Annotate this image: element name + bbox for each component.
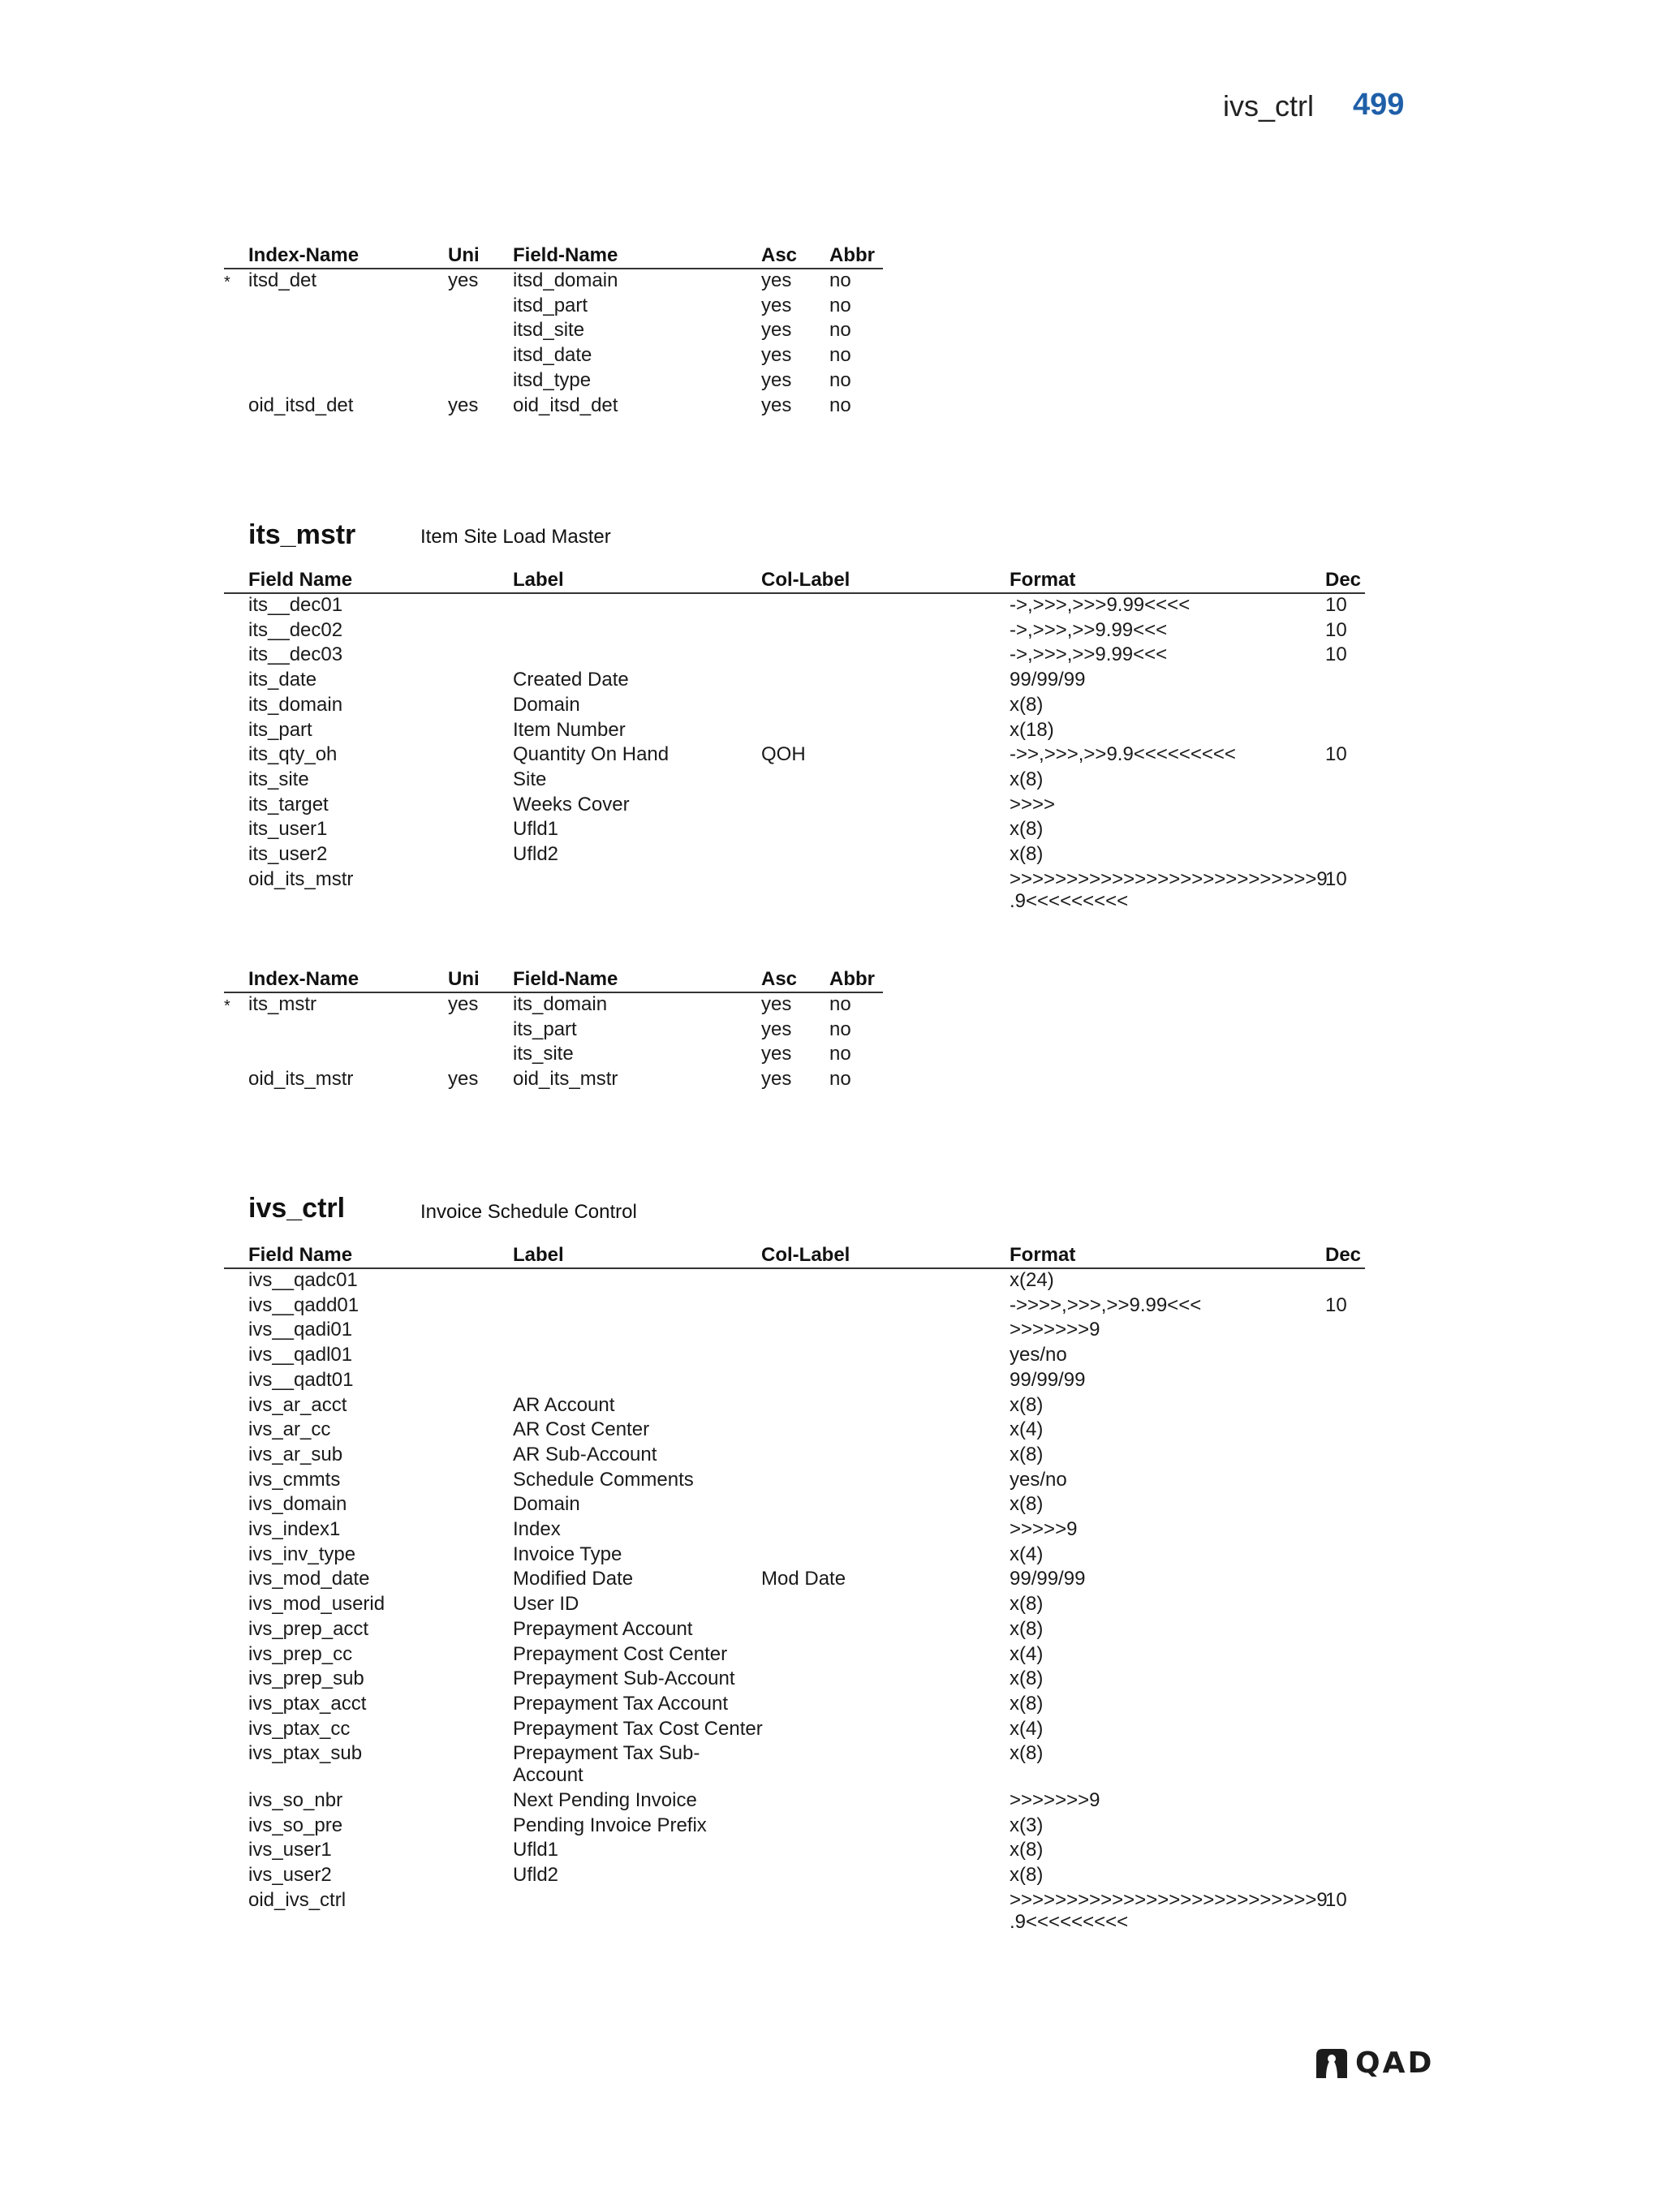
ivs-ctrl-field-cell-format: ->>>>,>>>,>>9.99<<< <box>1010 1293 1202 1316</box>
its-mstr-field-cell-dec: 10 <box>1325 743 1347 766</box>
its-mstr-index-header-asc: Asc <box>761 968 798 990</box>
its-mstr-index-cell-abbr: no <box>829 1068 851 1091</box>
its-mstr-index-cell-abbr: no <box>829 993 851 1015</box>
ivs-ctrl-field-header-name: Field Name <box>248 1244 353 1266</box>
its-mstr-field-cell-label: Item Number <box>513 718 626 741</box>
its-mstr-field-cell-name: oid_its_mstr <box>248 867 354 890</box>
itsd-index-cell-abbr: no <box>829 319 851 342</box>
page-number: 499 <box>1353 88 1405 122</box>
itsd-index-header-asc: Asc <box>761 244 798 266</box>
ivs-ctrl-field-cell-label: User ID <box>513 1593 579 1616</box>
ivs-ctrl-field-cell-format: x(8) <box>1010 1443 1044 1465</box>
ivs-ctrl-field-cell-name: ivs_cmmts <box>248 1468 341 1491</box>
table-name-ivs-ctrl: ivs_ctrl <box>248 1193 346 1224</box>
itsd-index-cell-field: oid_itsd_det <box>513 394 618 416</box>
its-mstr-field-cell-format: 99/99/99 <box>1010 669 1086 691</box>
ivs-ctrl-field-cell-label: Prepayment Tax Cost Center <box>513 1717 763 1740</box>
ivs-ctrl-field-cell-format: x(8) <box>1010 1864 1044 1887</box>
its-mstr-index-header-abbr: Abbr <box>829 968 875 990</box>
ivs-ctrl-field-cell-label: AR Account <box>513 1393 615 1416</box>
table-description-its-mstr: Item Site Load Master <box>420 526 611 548</box>
ivs-ctrl-field-cell-format: yes/no <box>1010 1468 1067 1491</box>
its-mstr-index-cell-asc: yes <box>761 1018 792 1040</box>
ivs-ctrl-field-cell-format: x(8) <box>1010 1617 1044 1640</box>
ivs-ctrl-field-cell-format: >>>>>>>>>>>>>>>>>>>>>>>>>>>9 <box>1010 1888 1328 1911</box>
its-mstr-field-cell-name: its_domain <box>248 693 343 716</box>
its-mstr-field-cell-name: its__dec03 <box>248 643 343 666</box>
its-mstr-index-header-field: Field-Name <box>513 968 618 990</box>
its-mstr-index-cell-field: oid_its_mstr <box>513 1068 618 1091</box>
its-mstr-field-cell-dec: 10 <box>1325 618 1347 641</box>
itsd-index-cell-field: itsd_domain <box>513 269 618 291</box>
ivs-ctrl-field-cell-format: x(3) <box>1010 1814 1044 1836</box>
ivs-ctrl-field-cell-format: x(8) <box>1010 1593 1044 1616</box>
its-mstr-field-cell-name: its_user1 <box>248 818 328 841</box>
qad-logo-text: QAD <box>1355 2046 1435 2080</box>
itsd-index-cell-field: itsd_part <box>513 294 588 316</box>
ivs-ctrl-field-cell-label: Domain <box>513 1493 580 1516</box>
itsd-index-cell-asc: yes <box>761 394 792 416</box>
its-mstr-index-cell-uni: yes <box>448 1068 479 1091</box>
its-mstr-index-cell-uni: yes <box>448 993 479 1015</box>
ivs-ctrl-field-header-format: Format <box>1010 1244 1076 1266</box>
ivs-ctrl-field-cell-name: ivs_prep_sub <box>248 1668 364 1690</box>
itsd-index-cell-field: itsd_type <box>513 368 592 391</box>
its-mstr-index-header-name: Index-Name <box>248 968 360 990</box>
ivs-ctrl-field-cell-name: ivs_ar_sub <box>248 1443 343 1465</box>
its-mstr-index-cell-field: its_domain <box>513 993 608 1015</box>
its-mstr-field-cell-name: its_site <box>248 768 309 790</box>
ivs-ctrl-field-cell-name: ivs__qadl01 <box>248 1344 353 1366</box>
itsd-index-cell-abbr: no <box>829 269 851 291</box>
its-mstr-field-cell-format: ->>,>>>,>>9.9<<<<<<<<< <box>1010 743 1236 766</box>
table-description-ivs-ctrl: Invoice Schedule Control <box>420 1201 637 1223</box>
its-mstr-field-cell-format: x(8) <box>1010 768 1044 790</box>
its-mstr-field-cell-dec: 10 <box>1325 867 1347 890</box>
its-mstr-field-cell-name: its_date <box>248 669 317 691</box>
ivs-ctrl-field-cell-label-cont: Account <box>513 1764 583 1787</box>
itsd-index-cell-asc: yes <box>761 294 792 316</box>
its-mstr-field-cell-col_label: QOH <box>761 743 806 766</box>
ivs-ctrl-field-cell-name: ivs_so_nbr <box>248 1789 343 1811</box>
ivs-ctrl-field-header-label: Label <box>513 1244 564 1266</box>
ivs-ctrl-field-cell-name: ivs__qadt01 <box>248 1368 354 1391</box>
itsd-index-cell-abbr: no <box>829 344 851 367</box>
its-mstr-field-cell-format: x(8) <box>1010 693 1044 716</box>
ivs-ctrl-field-cell-label: Next Pending Invoice <box>513 1789 697 1811</box>
itsd-index-cell-abbr: no <box>829 294 851 316</box>
its-mstr-index-cell-index: its_mstr <box>248 993 316 1015</box>
its-mstr-field-cell-format: x(8) <box>1010 818 1044 841</box>
itsd-index-cell-uni: yes <box>448 269 479 291</box>
its-mstr-index-cell-asc: yes <box>761 1068 792 1091</box>
ivs-ctrl-field-cell-name: ivs_ar_acct <box>248 1393 347 1416</box>
itsd-index-header-uni: Uni <box>448 244 480 266</box>
itsd-index-cell-asc: yes <box>761 368 792 391</box>
itsd-index-cell-index: oid_itsd_det <box>248 394 354 416</box>
its-mstr-index-header-uni: Uni <box>448 968 480 990</box>
its-mstr-field-cell-label: Ufld1 <box>513 818 559 841</box>
its-mstr-field-cell-format: x(18) <box>1010 718 1054 741</box>
its-mstr-field-cell-label: Domain <box>513 693 580 716</box>
its-mstr-field-cell-format: x(8) <box>1010 843 1044 865</box>
its-mstr-field-cell-dec: 10 <box>1325 643 1347 666</box>
its-mstr-field-cell-label: Weeks Cover <box>513 793 630 816</box>
itsd-index-cell-asc: yes <box>761 269 792 291</box>
ivs-ctrl-field-cell-format: yes/no <box>1010 1344 1067 1366</box>
its-mstr-index-cell-asc: yes <box>761 1043 792 1065</box>
ivs-ctrl-field-cell-name: ivs_ptax_acct <box>248 1692 367 1715</box>
its-mstr-field-cell-format-cont: .9<<<<<<<<< <box>1010 889 1129 912</box>
ivs-ctrl-field-cell-format: x(24) <box>1010 1269 1054 1291</box>
itsd-index-cell-asc: yes <box>761 319 792 342</box>
its-mstr-field-cell-name: its_user2 <box>248 843 328 865</box>
its-mstr-field-header-dec: Dec <box>1325 569 1362 591</box>
ivs-ctrl-field-cell-name: ivs_mod_userid <box>248 1593 385 1616</box>
itsd-index-header-name: Index-Name <box>248 244 360 266</box>
ivs-ctrl-field-cell-format: x(8) <box>1010 1742 1044 1765</box>
its-mstr-field-cell-name: its__dec01 <box>248 594 343 616</box>
ivs-ctrl-field-cell-name: ivs_user2 <box>248 1864 332 1887</box>
ivs-ctrl-field-cell-name: ivs_prep_acct <box>248 1617 369 1640</box>
its-mstr-field-header-col_label: Col-Label <box>761 569 850 591</box>
ivs-ctrl-field-cell-format: x(4) <box>1010 1717 1044 1740</box>
its-mstr-field-cell-label: Ufld2 <box>513 843 559 865</box>
its-mstr-field-cell-format: ->,>>>,>>>9.99<<<< <box>1010 594 1191 616</box>
its-mstr-field-cell-name: its_qty_oh <box>248 743 338 766</box>
ivs-ctrl-field-cell-label: AR Sub-Account <box>513 1443 657 1465</box>
ivs-ctrl-field-cell-dec: 10 <box>1325 1888 1347 1911</box>
table-name-its-mstr: its_mstr <box>248 519 356 550</box>
ivs-ctrl-field-cell-format: x(8) <box>1010 1668 1044 1690</box>
ivs-ctrl-field-cell-name: ivs_inv_type <box>248 1543 356 1565</box>
ivs-ctrl-field-cell-name: ivs_user1 <box>248 1839 332 1861</box>
ivs-ctrl-field-cell-label: Index <box>513 1518 561 1540</box>
qad-logo-icon <box>1315 2047 1349 2080</box>
ivs-ctrl-field-cell-name: ivs_domain <box>248 1493 347 1516</box>
its-mstr-field-header-format: Format <box>1010 569 1076 591</box>
ivs-ctrl-field-cell-format: 99/99/99 <box>1010 1568 1086 1590</box>
ivs-ctrl-field-cell-label: Pending Invoice Prefix <box>513 1814 707 1836</box>
ivs-ctrl-field-cell-name: ivs_index1 <box>248 1518 341 1540</box>
its-mstr-field-cell-name: its__dec02 <box>248 618 343 641</box>
its-mstr-field-cell-dec: 10 <box>1325 594 1347 616</box>
itsd-index-primary-marker: * <box>224 273 230 291</box>
ivs-ctrl-field-cell-format: 99/99/99 <box>1010 1368 1086 1391</box>
ivs-ctrl-field-cell-format: x(4) <box>1010 1543 1044 1565</box>
its-mstr-field-cell-format: ->,>>>,>>9.99<<< <box>1010 618 1168 641</box>
its-mstr-index-cell-abbr: no <box>829 1043 851 1065</box>
its-mstr-index-cell-index: oid_its_mstr <box>248 1068 354 1091</box>
ivs-ctrl-field-cell-label: Prepayment Tax Account <box>513 1692 729 1715</box>
ivs-ctrl-field-cell-format: >>>>>>>9 <box>1010 1319 1100 1341</box>
running-header-title: ivs_ctrl <box>1223 89 1315 123</box>
its-mstr-field-cell-format: >>>>>>>>>>>>>>>>>>>>>>>>>>>9 <box>1010 867 1328 890</box>
its-mstr-field-cell-format: >>>> <box>1010 793 1056 816</box>
ivs-ctrl-field-cell-name: ivs_ar_cc <box>248 1418 331 1441</box>
ivs-ctrl-field-header-dec: Dec <box>1325 1244 1362 1266</box>
itsd-index-header-field: Field-Name <box>513 244 618 266</box>
itsd-index-cell-abbr: no <box>829 394 851 416</box>
ivs-ctrl-field-cell-format: >>>>>>>9 <box>1010 1789 1100 1811</box>
its-mstr-field-cell-label: Quantity On Hand <box>513 743 670 766</box>
ivs-ctrl-field-cell-label: Schedule Comments <box>513 1468 694 1491</box>
its-mstr-field-header-name: Field Name <box>248 569 353 591</box>
ivs-ctrl-field-cell-dec: 10 <box>1325 1293 1347 1316</box>
ivs-ctrl-field-cell-col_label: Mod Date <box>761 1568 846 1590</box>
ivs-ctrl-field-cell-name: ivs_ptax_sub <box>248 1742 363 1765</box>
ivs-ctrl-field-cell-format: >>>>>9 <box>1010 1518 1078 1540</box>
ivs-ctrl-field-cell-label: Prepayment Account <box>513 1617 693 1640</box>
ivs-ctrl-field-cell-name: ivs_so_pre <box>248 1814 343 1836</box>
its-mstr-index-cell-abbr: no <box>829 1018 851 1040</box>
itsd-index-cell-field: itsd_date <box>513 344 592 367</box>
ivs-ctrl-field-cell-format: x(8) <box>1010 1692 1044 1715</box>
qad-logo <box>1315 2046 1434 2080</box>
its-mstr-index-cell-field: its_site <box>513 1043 574 1065</box>
ivs-ctrl-field-cell-name: ivs_ptax_cc <box>248 1717 351 1740</box>
its-mstr-field-header-rule <box>224 592 1365 594</box>
ivs-ctrl-field-cell-label: Ufld2 <box>513 1864 559 1887</box>
its-mstr-index-cell-asc: yes <box>761 993 792 1015</box>
its-mstr-field-cell-label: Created Date <box>513 669 629 691</box>
ivs-ctrl-field-cell-format: x(4) <box>1010 1642 1044 1665</box>
its-mstr-field-header-label: Label <box>513 569 564 591</box>
itsd-index-cell-abbr: no <box>829 368 851 391</box>
ivs-ctrl-field-cell-name: ivs__qadd01 <box>248 1293 360 1316</box>
ivs-ctrl-field-cell-name: ivs_prep_cc <box>248 1642 353 1665</box>
ivs-ctrl-field-header-col_label: Col-Label <box>761 1244 850 1266</box>
ivs-ctrl-field-cell-name: ivs_mod_date <box>248 1568 370 1590</box>
its-mstr-field-cell-format: ->,>>>,>>9.99<<< <box>1010 643 1168 666</box>
itsd-index-cell-asc: yes <box>761 344 792 367</box>
ivs-ctrl-field-cell-name: ivs__qadi01 <box>248 1319 353 1341</box>
ivs-ctrl-field-cell-name: ivs__qadc01 <box>248 1269 358 1291</box>
itsd-index-cell-uni: yes <box>448 394 479 416</box>
ivs-ctrl-field-cell-format: x(4) <box>1010 1418 1044 1441</box>
its-mstr-field-cell-label: Site <box>513 768 547 790</box>
ivs-ctrl-field-header-rule <box>224 1267 1365 1269</box>
its-mstr-field-cell-name: its_part <box>248 718 312 741</box>
ivs-ctrl-field-cell-label: AR Cost Center <box>513 1418 650 1441</box>
itsd-index-cell-field: itsd_site <box>513 319 585 342</box>
ivs-ctrl-field-cell-label: Invoice Type <box>513 1543 622 1565</box>
its-mstr-index-cell-field: its_part <box>513 1018 577 1040</box>
itsd-index-cell-index: itsd_det <box>248 269 317 291</box>
ivs-ctrl-field-cell-label: Ufld1 <box>513 1839 559 1861</box>
ivs-ctrl-field-cell-label: Modified Date <box>513 1568 634 1590</box>
ivs-ctrl-field-cell-format: x(8) <box>1010 1493 1044 1516</box>
ivs-ctrl-field-cell-format-cont: .9<<<<<<<<< <box>1010 1910 1129 1933</box>
itsd-index-header-abbr: Abbr <box>829 244 875 266</box>
ivs-ctrl-field-cell-format: x(8) <box>1010 1839 1044 1861</box>
ivs-ctrl-field-cell-label: Prepayment Sub-Account <box>513 1668 735 1690</box>
ivs-ctrl-field-cell-name: oid_ivs_ctrl <box>248 1888 347 1911</box>
ivs-ctrl-field-cell-label: Prepayment Cost Center <box>513 1642 728 1665</box>
ivs-ctrl-field-cell-label: Prepayment Tax Sub- <box>513 1742 700 1765</box>
its-mstr-index-primary-marker: * <box>224 997 230 1015</box>
its-mstr-field-cell-name: its_target <box>248 793 329 816</box>
ivs-ctrl-field-cell-format: x(8) <box>1010 1393 1044 1416</box>
